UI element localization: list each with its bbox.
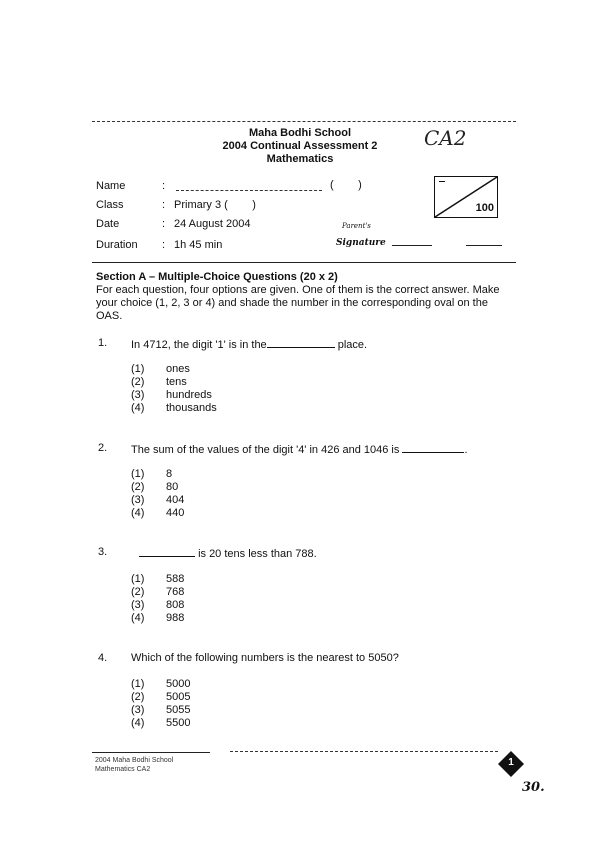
class-separator: : [162, 199, 166, 211]
q2-opt1-num: (1) [131, 468, 145, 480]
footer-rule [92, 752, 210, 753]
q2-number: 2. [98, 442, 108, 454]
date-label: Date [96, 218, 120, 230]
duration-label: Duration [96, 239, 138, 251]
q3-opt3-num: (3) [131, 599, 145, 611]
duration-value: 1h 45 min [174, 239, 223, 251]
assessment-title: 2004 Continual Assessment 2 [222, 140, 378, 152]
top-rule [92, 121, 516, 122]
q2-text-before: The sum of the values of the digit '4' in 426 and 1046 is [131, 444, 400, 456]
q1-answer-blank [267, 337, 335, 348]
q3-opt1-val: 588 [166, 573, 185, 585]
score-box [434, 176, 498, 218]
footer-subject: Mathematics CA2 [95, 766, 151, 773]
score-total: 100 [475, 202, 494, 214]
q1-opt2-num: (2) [131, 376, 145, 388]
subject-title: Mathematics [266, 153, 334, 165]
signature-label: Signature [336, 238, 386, 248]
q2-opt4-val: 440 [166, 507, 185, 519]
school-name: Maha Bodhi School [248, 127, 352, 139]
q1-text [131, 337, 367, 351]
handwritten-page-mark: 30. [522, 780, 545, 795]
q4-opt1-val: 5000 [166, 678, 191, 690]
q2-opt3-num: (3) [131, 494, 145, 506]
q2-answer-blank [402, 442, 464, 453]
q3-text [131, 546, 317, 560]
date-separator: : [162, 218, 166, 230]
q4-text: Which of the following numbers is the nearest to 5050? [131, 652, 399, 664]
page-number: 1 [508, 757, 514, 768]
q1-opt1-num: (1) [131, 363, 145, 375]
q1-opt4-val: thousands [166, 402, 217, 414]
q4-opt2-num: (2) [131, 691, 145, 703]
q2-opt1-val: 8 [166, 468, 173, 480]
page-number-badge [498, 751, 524, 777]
q4-opt1-num: (1) [131, 678, 145, 690]
q4-opt2-val: 5005 [166, 691, 191, 703]
name-paren: ( ) [330, 179, 362, 191]
name-blank [176, 190, 322, 191]
q1-text-before: In 4712, the digit '1' is in the [131, 339, 267, 351]
q3-opt2-val: 768 [166, 586, 185, 598]
footer-school: 2004 Maha Bodhi School [95, 757, 174, 764]
q4-opt4-num: (4) [131, 717, 145, 729]
name-separator: : [162, 180, 166, 192]
q2-opt3-val: 404 [166, 494, 185, 506]
q3-opt3-val: 808 [166, 599, 185, 611]
q2-opt4-num: (4) [131, 507, 145, 519]
q3-answer-blank [139, 546, 195, 557]
q2-opt2-num: (2) [131, 481, 145, 493]
section-instructions: For each question, four options are given. One of them is the correct answer. Make your choice (1, 2, 3 or 4) and shade the number in the corresponding oval on the OAS. [96, 284, 500, 322]
q4-opt3-num: (3) [131, 704, 145, 716]
q1-opt2-val: tens [166, 376, 187, 388]
duration-separator: : [162, 239, 166, 251]
score-corner-mark [439, 181, 445, 182]
section-a-title: Section A – Multiple-Choice Questions (20 x 2) [96, 271, 338, 283]
q2-opt2-val: 80 [166, 481, 179, 493]
q1-opt3-num: (3) [131, 389, 145, 401]
q4-number: 4. [98, 652, 108, 664]
q4-opt4-val: 5500 [166, 717, 191, 729]
signature-line-2 [466, 245, 502, 246]
q2-text-after: . [464, 444, 468, 456]
signature-line [392, 245, 432, 246]
name-label: Name [96, 180, 126, 192]
handwritten-ca2: CA2 [424, 126, 467, 150]
q1-number: 1. [98, 337, 108, 349]
q3-opt2-num: (2) [131, 586, 145, 598]
q3-opt4-val: 988 [166, 612, 185, 624]
q1-opt1-val: ones [166, 363, 190, 375]
class-value: Primary 3 ( ) [174, 199, 256, 211]
date-value: 24 August 2004 [174, 218, 251, 230]
class-label: Class [96, 199, 124, 211]
q1-opt4-num: (4) [131, 402, 145, 414]
q4-opt3-val: 5055 [166, 704, 191, 716]
q3-opt1-num: (1) [131, 573, 145, 585]
q1-opt3-val: hundreds [166, 389, 212, 401]
q2-text [131, 442, 468, 456]
section-divider [92, 262, 516, 263]
footer-rule-right [230, 751, 498, 752]
q3-number: 3. [98, 546, 108, 558]
q1-text-after: place. [337, 339, 368, 351]
q3-text-after: is 20 tens less than 788. [198, 548, 317, 560]
parent-label: Parent's [342, 222, 371, 230]
q3-opt4-num: (4) [131, 612, 145, 624]
